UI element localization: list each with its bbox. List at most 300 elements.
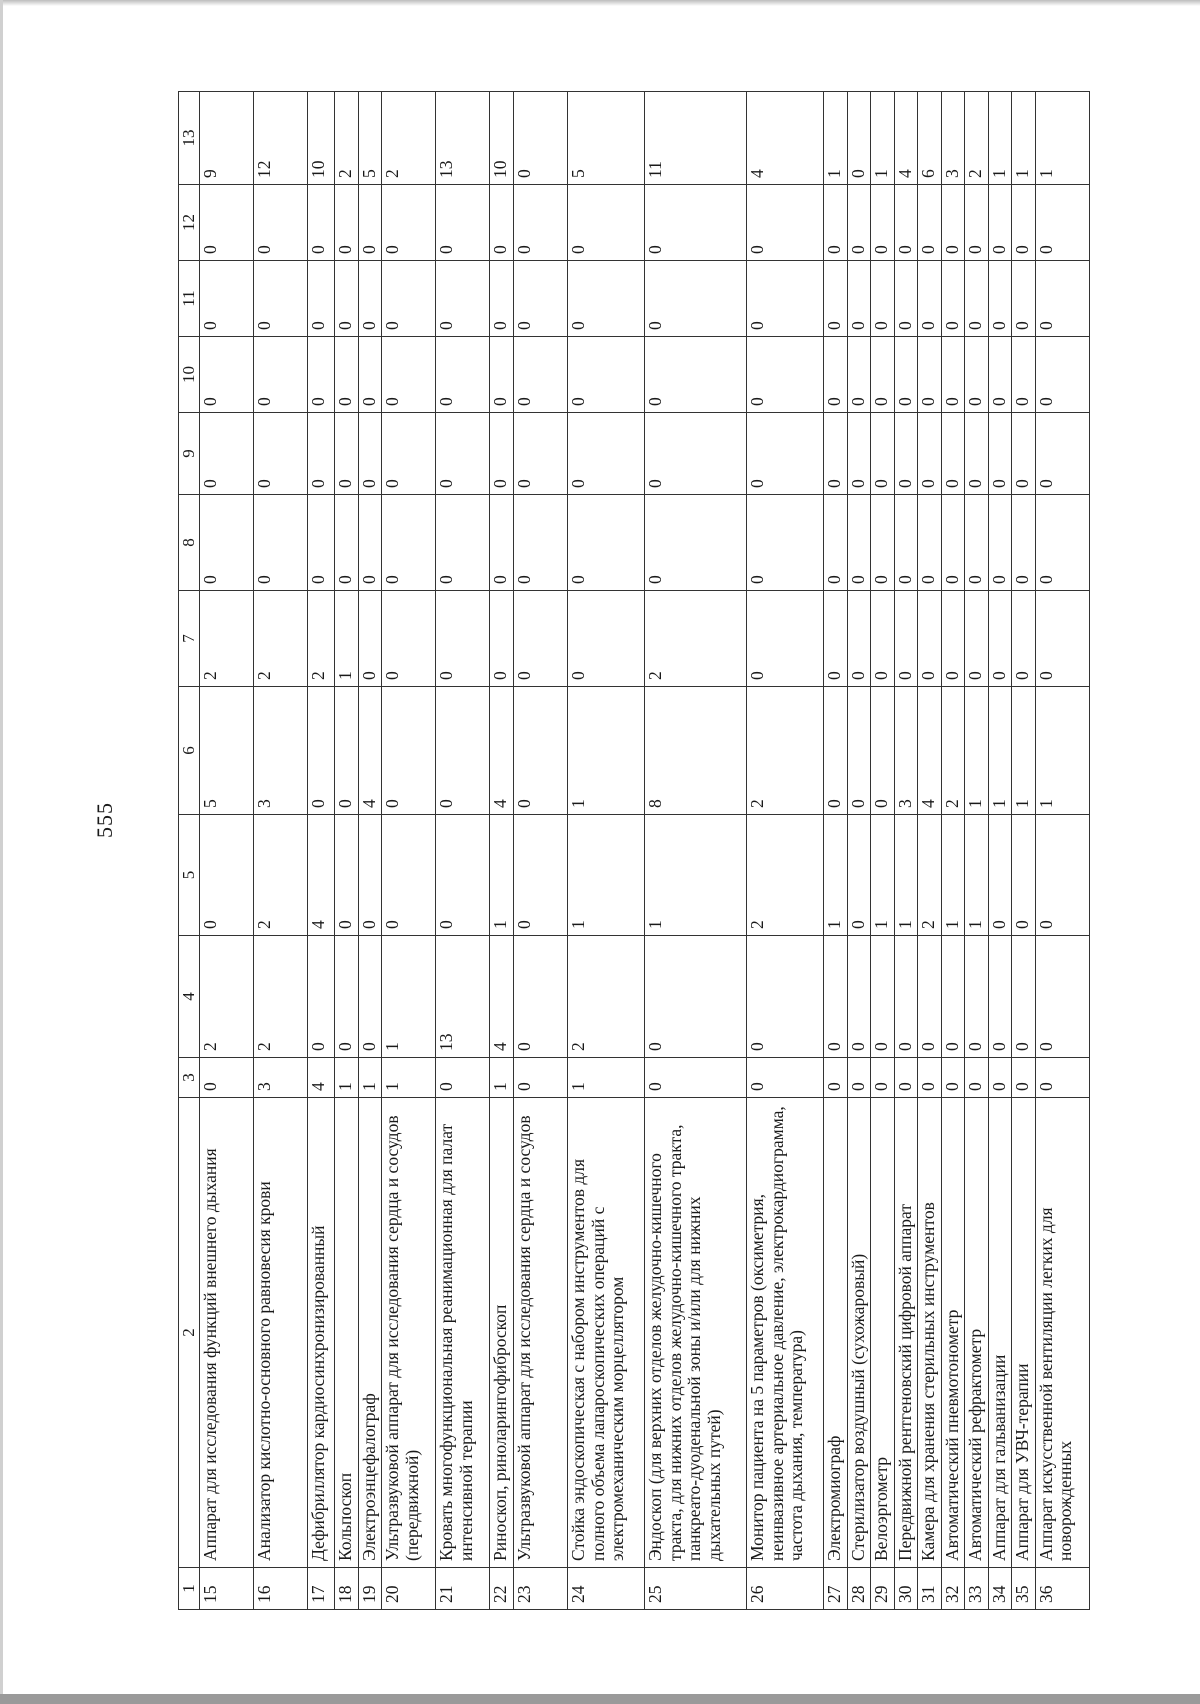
value-cell: 0 (513, 815, 567, 936)
value-cell: 1 (382, 936, 436, 1058)
value-cell: 0 (513, 337, 567, 413)
value-cell: 0 (513, 413, 567, 495)
value-cell: 0 (824, 261, 848, 337)
value-cell: 0 (871, 413, 895, 495)
value-cell: 0 (645, 936, 747, 1058)
value-cell: 1 (988, 92, 1012, 185)
value-cell: 0 (382, 687, 436, 815)
value-cell: 1 (358, 1058, 382, 1098)
scan-left-edge (0, 0, 3, 1704)
value-cell: 1 (965, 815, 989, 936)
value-cell: 2 (568, 936, 645, 1058)
value-cell: 0 (965, 261, 989, 337)
column-header: 1 (179, 1568, 200, 1610)
row-number: 32 (941, 1568, 965, 1610)
value-cell: 0 (1012, 936, 1036, 1058)
value-cell: 0 (871, 1058, 895, 1098)
value-cell: 0 (358, 815, 382, 936)
column-header: 3 (179, 1058, 200, 1098)
value-cell: 0 (568, 261, 645, 337)
value-cell: 0 (358, 936, 382, 1058)
row-number: 17 (308, 1568, 335, 1610)
scan-bottom-edge (0, 1694, 1200, 1704)
value-cell: 0 (1012, 495, 1036, 591)
equipment-name: Стойка эндоскопическая с набором инструментов для полного объема лапароскопических операций с электромеханическим морцеллятором (568, 1098, 645, 1568)
value-cell: 0 (436, 815, 490, 936)
value-cell: 0 (254, 337, 308, 413)
table-row (358, 92, 382, 1610)
value-cell: 0 (847, 815, 871, 936)
value-cell: 0 (254, 413, 308, 495)
value-cell: 1 (1035, 92, 1089, 185)
value-cell: 0 (645, 337, 747, 413)
value-cell: 0 (358, 185, 382, 261)
value-cell: 0 (513, 687, 567, 815)
value-cell: 2 (254, 815, 308, 936)
value-cell: 0 (568, 185, 645, 261)
value-cell: 5 (568, 92, 645, 185)
value-cell: 1 (988, 687, 1012, 815)
value-cell: 0 (847, 413, 871, 495)
header-row (179, 92, 200, 1610)
column-header: 10 (179, 337, 200, 413)
equipment-name: Автоматический рефрактометр (965, 1098, 989, 1568)
value-cell: 0 (513, 591, 567, 687)
value-cell: 1 (568, 815, 645, 936)
value-cell: 0 (988, 1058, 1012, 1098)
value-cell: 5 (358, 92, 382, 185)
value-cell: 1 (335, 591, 359, 687)
value-cell: 1 (941, 815, 965, 936)
value-cell: 0 (436, 591, 490, 687)
value-cell: 0 (645, 185, 747, 261)
value-cell: 1 (871, 92, 895, 185)
value-cell: 0 (918, 185, 942, 261)
value-cell: 0 (747, 591, 824, 687)
value-cell: 0 (436, 495, 490, 591)
column-header: 11 (179, 261, 200, 337)
table-row (847, 92, 871, 1610)
value-cell: 0 (1035, 337, 1089, 413)
equipment-name: Эндоскоп (для верхних отделов желудочно-кишечного тракта, для нижних отделов желудочно-кишечного тракта, панкреато-дуоденальной зоны и/или для нижних дыхательных путей) (645, 1098, 747, 1568)
value-cell: 0 (308, 687, 335, 815)
table-row (436, 92, 490, 1610)
value-cell: 0 (568, 495, 645, 591)
column-header: 6 (179, 687, 200, 815)
table-row (568, 92, 645, 1610)
value-cell: 0 (358, 337, 382, 413)
value-cell: 8 (645, 687, 747, 815)
row-number: 33 (965, 1568, 989, 1610)
value-cell: 0 (918, 337, 942, 413)
table-row (918, 92, 942, 1610)
equipment-name: Аппарат для исследования функций внешнего дыхания (200, 1098, 254, 1568)
value-cell: 0 (871, 936, 895, 1058)
value-cell: 0 (645, 1058, 747, 1098)
value-cell: 0 (871, 591, 895, 687)
value-cell: 0 (308, 261, 335, 337)
value-cell: 1 (382, 1058, 436, 1098)
value-cell: 0 (988, 815, 1012, 936)
value-cell: 0 (847, 337, 871, 413)
equipment-name: Электромиограф (824, 1098, 848, 1568)
value-cell: 0 (941, 1058, 965, 1098)
value-cell: 0 (382, 815, 436, 936)
value-cell: 2 (382, 92, 436, 185)
value-cell: 0 (824, 1058, 848, 1098)
value-cell: 2 (200, 591, 254, 687)
value-cell: 4 (894, 92, 918, 185)
value-cell: 0 (847, 495, 871, 591)
value-cell: 0 (965, 185, 989, 261)
value-cell: 0 (894, 185, 918, 261)
value-cell: 0 (918, 413, 942, 495)
value-cell: 0 (1035, 495, 1089, 591)
value-cell: 0 (965, 495, 989, 591)
value-cell: 0 (200, 413, 254, 495)
value-cell: 0 (645, 495, 747, 591)
table-row (747, 92, 824, 1610)
value-cell: 0 (513, 936, 567, 1058)
value-cell: 0 (965, 591, 989, 687)
row-number: 22 (490, 1568, 514, 1610)
equipment-table-rotated (178, 92, 1090, 1610)
table-row (308, 92, 335, 1610)
value-cell: 9 (200, 92, 254, 185)
value-cell: 0 (490, 591, 514, 687)
equipment-name: Риноскоп, риноларингофиброскоп (490, 1098, 514, 1568)
value-cell: 0 (965, 413, 989, 495)
value-cell: 0 (645, 261, 747, 337)
value-cell: 0 (747, 1058, 824, 1098)
value-cell: 0 (894, 337, 918, 413)
value-cell: 0 (200, 185, 254, 261)
row-number: 21 (436, 1568, 490, 1610)
value-cell: 0 (1012, 591, 1036, 687)
table-body (200, 92, 1090, 1610)
value-cell: 0 (200, 495, 254, 591)
value-cell: 0 (335, 413, 359, 495)
value-cell: 2 (941, 687, 965, 815)
value-cell: 0 (382, 413, 436, 495)
value-cell: 0 (200, 337, 254, 413)
value-cell: 0 (988, 495, 1012, 591)
value-cell: 0 (1012, 413, 1036, 495)
value-cell: 0 (747, 337, 824, 413)
value-cell: 1 (965, 687, 989, 815)
value-cell: 0 (871, 261, 895, 337)
value-cell: 1 (824, 92, 848, 185)
value-cell: 0 (490, 413, 514, 495)
value-cell: 0 (645, 413, 747, 495)
value-cell: 0 (747, 413, 824, 495)
row-number: 27 (824, 1568, 848, 1610)
value-cell: 0 (1035, 261, 1089, 337)
column-header: 12 (179, 185, 200, 261)
value-cell: 0 (436, 1058, 490, 1098)
value-cell: 0 (335, 815, 359, 936)
value-cell: 4 (490, 687, 514, 815)
value-cell: 0 (988, 261, 1012, 337)
value-cell: 1 (1012, 92, 1036, 185)
value-cell: 11 (645, 92, 747, 185)
equipment-name: Стерилизатор воздушный (сухожаровый) (847, 1098, 871, 1568)
value-cell: 0 (894, 591, 918, 687)
value-cell: 0 (747, 936, 824, 1058)
value-cell: 2 (200, 936, 254, 1058)
value-cell: 0 (847, 261, 871, 337)
value-cell: 0 (335, 185, 359, 261)
row-number: 18 (335, 1568, 359, 1610)
row-number: 36 (1035, 1568, 1089, 1610)
table-row (965, 92, 989, 1610)
equipment-name: Ультразвуковой аппарат для исследования сердца и сосудов (513, 1098, 567, 1568)
value-cell: 0 (358, 413, 382, 495)
value-cell: 1 (871, 815, 895, 936)
value-cell: 2 (335, 92, 359, 185)
value-cell: 0 (941, 413, 965, 495)
value-cell: 0 (513, 185, 567, 261)
column-header: 9 (179, 413, 200, 495)
value-cell: 0 (1035, 413, 1089, 495)
column-header: 4 (179, 936, 200, 1058)
equipment-name: Автоматический пневмотонометр (941, 1098, 965, 1568)
value-cell: 0 (254, 495, 308, 591)
value-cell: 0 (1012, 261, 1036, 337)
row-number: 23 (513, 1568, 567, 1610)
row-number: 20 (382, 1568, 436, 1610)
value-cell: 0 (1012, 1058, 1036, 1098)
value-cell: 0 (335, 261, 359, 337)
value-cell: 0 (568, 591, 645, 687)
column-header: 2 (179, 1098, 200, 1568)
value-cell: 0 (308, 337, 335, 413)
value-cell: 0 (941, 261, 965, 337)
value-cell: 0 (894, 936, 918, 1058)
page-number: 555 (92, 802, 117, 838)
value-cell: 2 (254, 591, 308, 687)
value-cell: 4 (490, 936, 514, 1058)
value-cell: 0 (747, 495, 824, 591)
value-cell: 0 (824, 413, 848, 495)
value-cell: 0 (1012, 185, 1036, 261)
value-cell: 0 (941, 495, 965, 591)
value-cell: 0 (568, 413, 645, 495)
value-cell: 0 (513, 261, 567, 337)
value-cell: 0 (847, 591, 871, 687)
row-number: 24 (568, 1568, 645, 1610)
value-cell: 0 (568, 337, 645, 413)
value-cell: 3 (254, 687, 308, 815)
value-cell: 1 (894, 815, 918, 936)
value-cell: 0 (513, 495, 567, 591)
value-cell: 0 (824, 591, 848, 687)
value-cell: 0 (335, 495, 359, 591)
value-cell: 10 (308, 92, 335, 185)
value-cell: 2 (918, 815, 942, 936)
row-number: 28 (847, 1568, 871, 1610)
value-cell: 0 (988, 936, 1012, 1058)
value-cell: 3 (894, 687, 918, 815)
row-number: 34 (988, 1568, 1012, 1610)
value-cell: 0 (1035, 591, 1089, 687)
value-cell: 0 (824, 337, 848, 413)
value-cell: 1 (568, 687, 645, 815)
value-cell: 0 (382, 591, 436, 687)
table-row (645, 92, 747, 1610)
value-cell: 1 (490, 1058, 514, 1098)
equipment-name: Велоэргометр (871, 1098, 895, 1568)
value-cell: 4 (358, 687, 382, 815)
table-row (382, 92, 436, 1610)
value-cell: 0 (871, 687, 895, 815)
value-cell: 0 (918, 261, 942, 337)
table-row (894, 92, 918, 1610)
table-row (513, 92, 567, 1610)
value-cell: 0 (847, 687, 871, 815)
value-cell: 0 (965, 1058, 989, 1098)
value-cell: 0 (513, 92, 567, 185)
table-row (824, 92, 848, 1610)
table-row (871, 92, 895, 1610)
equipment-name: Анализатор кислотно-основного равновесия крови (254, 1098, 308, 1568)
row-number: 30 (894, 1568, 918, 1610)
value-cell: 0 (988, 337, 1012, 413)
value-cell: 0 (824, 687, 848, 815)
value-cell: 4 (747, 92, 824, 185)
value-cell: 0 (918, 591, 942, 687)
value-cell: 1 (824, 815, 848, 936)
value-cell: 0 (941, 337, 965, 413)
row-number: 25 (645, 1568, 747, 1610)
value-cell: 0 (308, 413, 335, 495)
table-row (941, 92, 965, 1610)
value-cell: 0 (382, 495, 436, 591)
equipment-table (178, 91, 1090, 1610)
value-cell: 2 (645, 591, 747, 687)
value-cell: 0 (918, 495, 942, 591)
value-cell: 0 (847, 185, 871, 261)
value-cell: 0 (824, 495, 848, 591)
table-row (1012, 92, 1036, 1610)
row-number: 19 (358, 1568, 382, 1610)
equipment-name: Передвижной рентгеновский цифровой аппарат (894, 1098, 918, 1568)
value-cell: 12 (254, 92, 308, 185)
value-cell: 0 (824, 185, 848, 261)
value-cell: 0 (254, 261, 308, 337)
row-number: 31 (918, 1568, 942, 1610)
value-cell: 0 (254, 185, 308, 261)
equipment-name: Ультразвуковой аппарат для исследования сердца и сосудов (передвижной) (382, 1098, 436, 1568)
column-header: 13 (179, 92, 200, 185)
value-cell: 0 (382, 337, 436, 413)
table-row (988, 92, 1012, 1610)
value-cell: 0 (894, 413, 918, 495)
value-cell: 0 (871, 495, 895, 591)
value-cell: 6 (918, 92, 942, 185)
value-cell: 0 (965, 337, 989, 413)
value-cell: 0 (941, 591, 965, 687)
value-cell: 0 (200, 1058, 254, 1098)
value-cell: 0 (965, 936, 989, 1058)
value-cell: 0 (308, 936, 335, 1058)
value-cell: 0 (1012, 815, 1036, 936)
value-cell: 1 (335, 1058, 359, 1098)
row-number: 35 (1012, 1568, 1036, 1610)
value-cell: 3 (941, 92, 965, 185)
value-cell: 0 (490, 185, 514, 261)
table-row (1035, 92, 1089, 1610)
equipment-name: Кольпоскоп (335, 1098, 359, 1568)
value-cell: 0 (358, 495, 382, 591)
value-cell: 0 (847, 1058, 871, 1098)
value-cell: 4 (918, 687, 942, 815)
row-number: 16 (254, 1568, 308, 1610)
value-cell: 0 (436, 261, 490, 337)
value-cell: 13 (436, 936, 490, 1058)
table-row (254, 92, 308, 1610)
value-cell: 0 (988, 413, 1012, 495)
column-header: 8 (179, 495, 200, 591)
value-cell: 0 (490, 495, 514, 591)
value-cell: 0 (358, 591, 382, 687)
value-cell: 0 (747, 185, 824, 261)
value-cell: 0 (918, 936, 942, 1058)
value-cell: 0 (941, 936, 965, 1058)
value-cell: 0 (847, 936, 871, 1058)
value-cell: 0 (335, 337, 359, 413)
value-cell: 0 (436, 185, 490, 261)
value-cell: 0 (988, 591, 1012, 687)
column-header: 5 (179, 815, 200, 936)
value-cell: 0 (490, 337, 514, 413)
value-cell: 2 (254, 936, 308, 1058)
value-cell: 0 (308, 185, 335, 261)
value-cell: 0 (335, 687, 359, 815)
value-cell: 3 (254, 1058, 308, 1098)
value-cell: 0 (871, 337, 895, 413)
equipment-name: Кровать многофункциональная реанимационная для палат интенсивной терапии (436, 1098, 490, 1568)
value-cell: 1 (1035, 687, 1089, 815)
value-cell: 0 (941, 185, 965, 261)
value-cell: 0 (200, 261, 254, 337)
value-cell: 1 (1012, 687, 1036, 815)
value-cell: 0 (747, 261, 824, 337)
value-cell: 0 (513, 1058, 567, 1098)
value-cell: 0 (871, 185, 895, 261)
table-row (490, 92, 514, 1610)
value-cell: 0 (824, 936, 848, 1058)
value-cell: 13 (436, 92, 490, 185)
value-cell: 0 (490, 261, 514, 337)
value-cell: 0 (200, 815, 254, 936)
value-cell: 0 (918, 1058, 942, 1098)
value-cell: 1 (645, 815, 747, 936)
value-cell: 0 (436, 413, 490, 495)
value-cell: 2 (747, 815, 824, 936)
value-cell: 2 (308, 591, 335, 687)
equipment-name: Аппарат для УВЧ-терапии (1012, 1098, 1036, 1568)
value-cell: 2 (965, 92, 989, 185)
value-cell: 0 (308, 495, 335, 591)
equipment-name: Дефибриллятор кардиосинхронизированный (308, 1098, 335, 1568)
value-cell: 0 (358, 261, 382, 337)
value-cell: 0 (436, 337, 490, 413)
equipment-name: Аппарат искусственной вентиляции легких для новорожденных (1035, 1098, 1089, 1568)
equipment-name: Монитор пациента на 5 параметров (оксиметрия, неинвазивное артериальное давление, электрокардиограмма, частота дыхания, температура) (747, 1098, 824, 1568)
scan-top-edge (0, 0, 1200, 6)
value-cell: 0 (988, 185, 1012, 261)
